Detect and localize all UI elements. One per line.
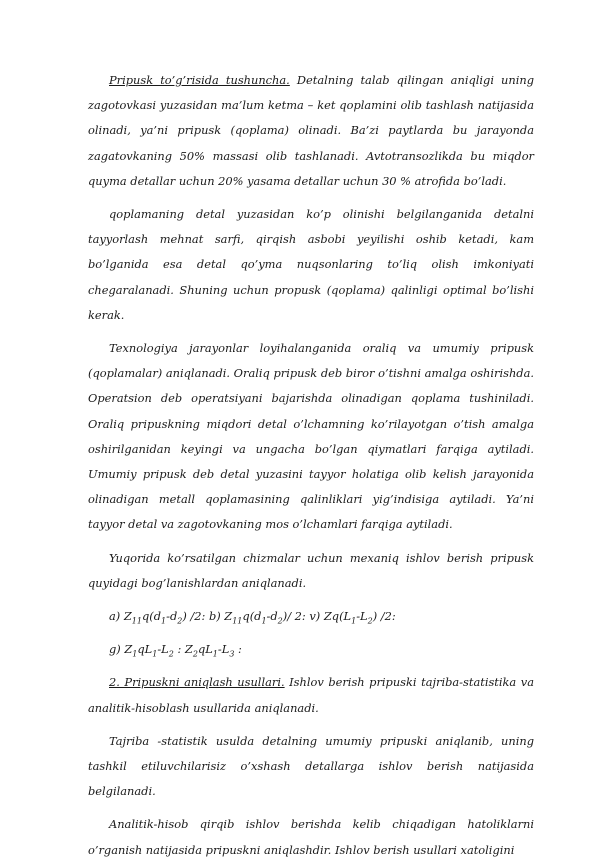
paragraph-texnologiya: Texnologiya jarayonlar loyihalanganida oraliq va umumiy pripusk (qoplamalar) aniqlanadi. Oraliq pripusk deb biror o’tishni amalga oshirishda. Operatsion deb operatsiyani bajarishda olinadigan qoplama tushiniladi. Oraliq pripuskning miqdori detal o’lchamning ko’rilayotgan o’tish amalga oshirilganidan keyingi va ungacha bo’lgan qiymatlari farqiga aytiladi. Umumiy pripusk deb detal yuzasini tayyor holatiga olib kelish jarayonida olinadigan metall qoplamasining qalinliklari yig’indisiga aytiladi. Ya’ni tayyor detal va zagotovkaning mos o’lchamlari farqiga aytiladi.: [88, 341, 534, 532]
paragraph-tajriba: Tajriba -statistik usulda detalning umumiy pripuski aniqlanib, uning tashkil etiluvchilarisiz o’xshash detallarga ishlov berish natijasida belgilanadi.: [88, 733, 534, 799]
paragraph-qoplama: qoplamaning detal yuzasidan ko’p olinishi belgilanganida detalni tayyorlash mehnat sarfi, qirqish asbobi yeyilishi oshib ketadi, kam bo’lganida esa detal qo’yma nuqsonlaring to’liq olish imkoniyati chegaralanadi. Shuning uchun propusk (qoplama) qalinligi optimal bo’lishi kerak.: [88, 207, 534, 322]
paragraph-pripusk-concept: [88, 68, 534, 194]
section-heading-pripusk: Pripusk to’g’risida tushuncha.: [109, 73, 290, 87]
paragraph-aniqlash-usullari: [88, 670, 534, 720]
section-heading-usullari: 2. Pripuskni aniqlash usullari.: [109, 675, 285, 690]
paragraph-text: Ishlov berish pripuski tajriba-statistika va analitik-hisoblash usullarida aniqlanadi.: [88, 675, 534, 715]
formula-line-abv: a) $Z_{11}q(d_1-d_2)$ /2: b) $Z_{11}q(d_1-d_2)/$ 2: v) $Zq(L_1-L_2)$ /2:: [109, 609, 396, 626]
paragraph-analitik: Analitik-hisob qirqib ishlov berishda kelib chiqadigan hatoliklarni o’rganish natijasida pripuskni aniqlashdir. Ishlov berish usullari xatoligini: [88, 817, 534, 857]
paragraph-yuqorida: Yuqorida ko’rsatilgan chizmalar uchun mexaniq ishlov berish pripusk quyidagi bog’lanishlardan aniqlanadi.: [88, 550, 534, 590]
paragraph-text: Detalning talab qilingan aniqligi uning zagotovkasi yuzasidan ma’lum ketma – ket qoplamini olib tashlash natijasida olinadi, ya’ni pripusk (qoplama) olinadi. Ba’zi paytlarda bu jarayonda zagatovkaning 50% massasi olib tashlanadi. Avtotransozlikda bu miqdor quyma detallar uchun 20% yasama detallar uchun 30 % atrofida bo’ladi.: [88, 73, 534, 188]
formula-line-g: g) $Z_1qL_1-L_2$ : $Z_2qL_1-L_3$ :: [109, 642, 242, 659]
